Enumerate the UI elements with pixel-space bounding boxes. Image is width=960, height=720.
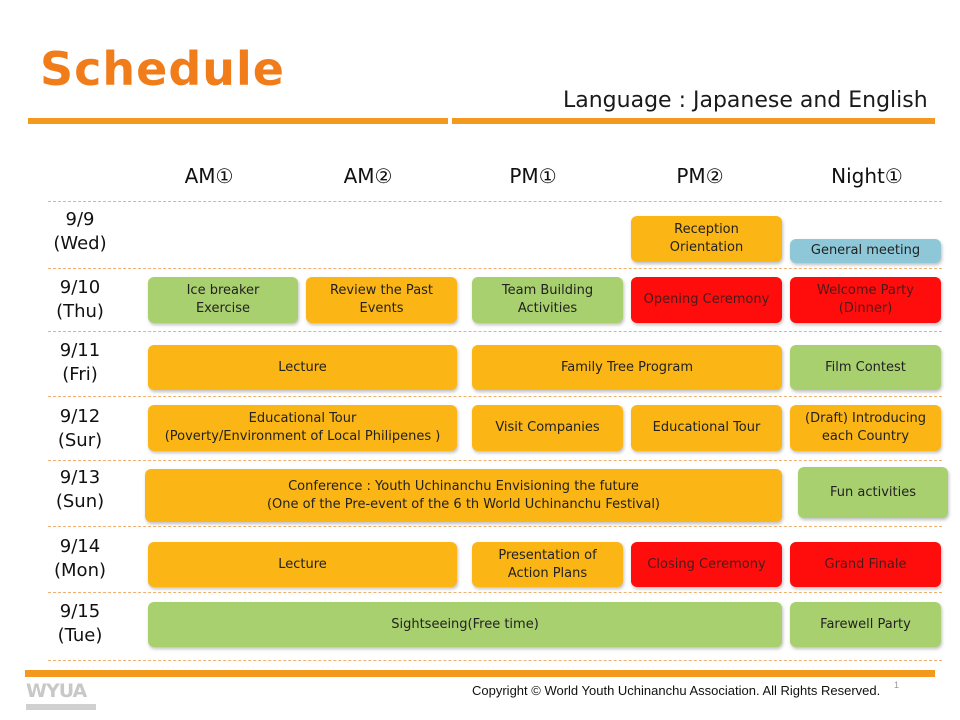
column-header-pm1: PM① [509, 164, 557, 188]
event-review-past-events: Review the Past Events [306, 277, 457, 323]
day-date: 9/14 [59, 536, 101, 557]
footer-divider [25, 670, 935, 677]
column-header-am1: AM① [184, 164, 234, 188]
day-weekday: (Sur) [57, 430, 103, 451]
event-welcome-party: Welcome Party (Dinner) [790, 277, 941, 323]
event-educational-tour: Educational Tour [631, 405, 782, 451]
column-header-pm2: PM② [676, 164, 724, 188]
day-label [40, 276, 120, 324]
row-divider [48, 201, 942, 202]
event-conference: Conference : Youth Uchinanchu Envisioning the future (One of the Pre-event of the 6 th World Uchinanchu Festival) [145, 469, 782, 522]
page-title: Schedule [40, 42, 285, 96]
day-label [40, 339, 120, 387]
day-date: 9/13 [59, 467, 101, 488]
event-family-tree-program: Family Tree Program [472, 345, 782, 390]
event-team-building: Team Building Activities [472, 277, 623, 323]
event-grand-finale: Grand Finale [790, 542, 941, 587]
day-date: 9/15 [59, 601, 101, 622]
row-divider [48, 396, 942, 397]
event-introducing-each-country: (Draft) Introducing each Country [790, 405, 941, 451]
wyua-logo [26, 680, 96, 714]
day-weekday: (Mon) [54, 560, 106, 581]
event-reception-orientation: Reception Orientation [631, 216, 782, 262]
event-opening-ceremony: Opening Ceremony [631, 277, 782, 323]
event-ice-breaker: Ice breaker Exercise [148, 277, 298, 323]
day-date: 9/12 [59, 406, 101, 427]
row-divider [48, 660, 942, 661]
day-date: 9/10 [59, 277, 101, 298]
event-lecture: Lecture [148, 542, 457, 587]
event-educational-tour-local: Educational Tour (Poverty/Environment of Local Philipenes ) [148, 405, 457, 451]
day-date: 9/9 [65, 209, 95, 230]
day-label [40, 405, 120, 453]
day-label [40, 600, 120, 648]
row-divider [48, 331, 942, 332]
event-farewell-party: Farewell Party [790, 602, 941, 647]
day-label [40, 535, 120, 583]
event-closing-ceremony: Closing Ceremony [631, 542, 782, 587]
column-header-night1: Night① [831, 164, 903, 188]
event-visit-companies: Visit Companies [472, 405, 623, 451]
event-lecture: Lecture [148, 345, 457, 390]
event-sightseeing: Sightseeing(Free time) [148, 602, 782, 647]
day-weekday: (Fri) [62, 364, 98, 385]
column-header-am2: AM② [343, 164, 393, 188]
row-divider [48, 268, 942, 269]
event-presentation-action-plans: Presentation of Action Plans [472, 542, 623, 587]
header-divider-right [452, 118, 935, 124]
day-label [40, 466, 120, 514]
language-note: Language : Japanese and English [563, 88, 928, 113]
day-date: 9/11 [59, 340, 101, 361]
event-film-contest: Film Contest [790, 345, 941, 390]
event-fun-activities: Fun activities [798, 467, 948, 518]
day-weekday: (Wed) [53, 233, 107, 254]
row-divider [48, 592, 942, 593]
page-number: 1 [894, 680, 900, 690]
event-general-meeting: General meeting [790, 239, 941, 263]
logo-text: WYUA [26, 680, 87, 702]
day-weekday: (Tue) [57, 625, 103, 646]
copyright-text: Copyright © World Youth Uchinanchu Association. All Rights Reserved. [472, 683, 881, 698]
logo-underline [26, 704, 96, 710]
header-divider-left [28, 118, 448, 124]
day-weekday: (Sun) [55, 491, 105, 512]
row-divider [48, 526, 942, 527]
row-divider [48, 460, 942, 461]
day-label [40, 208, 120, 256]
day-weekday: (Thu) [56, 301, 104, 322]
